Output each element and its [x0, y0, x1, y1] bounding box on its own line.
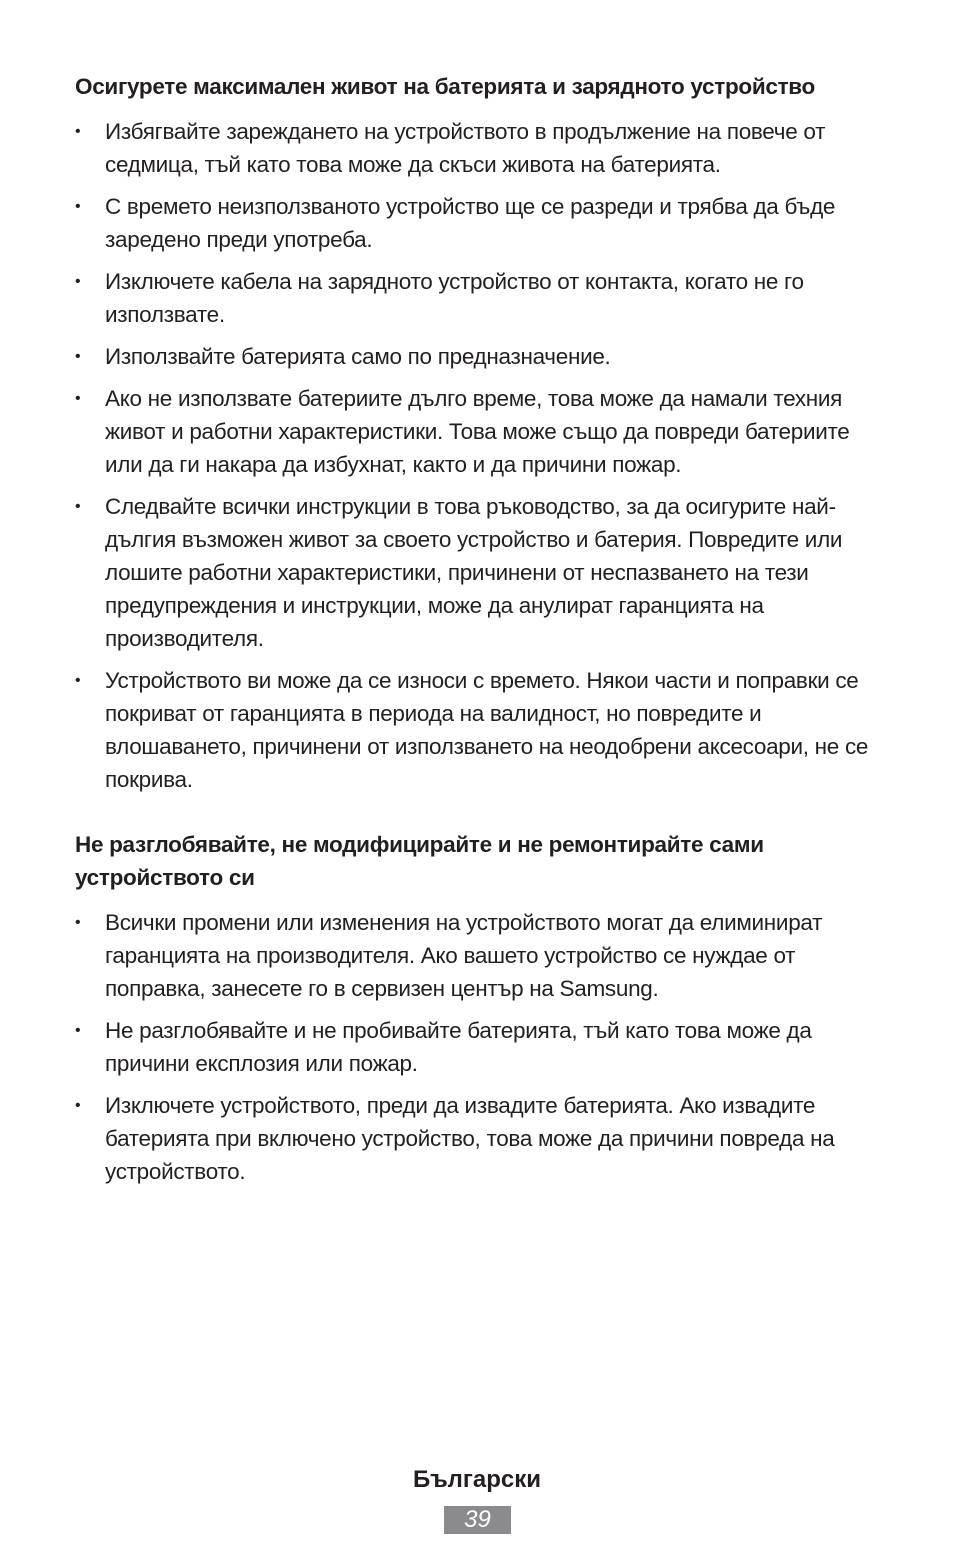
list-item-text: Всички промени или изменения на устройството могат да елиминират гаранцията на производителя. Ако вашето устройство се нуждае от поправка, занесете го в сервизен център на Samsung. — [105, 910, 823, 1001]
no-disassembly-list — [75, 906, 885, 1188]
list-item — [75, 1089, 885, 1188]
list-item-text: С времето неизползваното устройство ще се разреди и трябва да бъде заредено преди употреба. — [105, 194, 836, 252]
section-heading-no-disassembly: Не разглобявайте, не модифицирайте и не ремонтирайте сами устройството си — [75, 832, 764, 890]
list-item — [75, 190, 885, 256]
footer-language-label: Български — [412, 1466, 542, 1493]
battery-life-list — [75, 115, 885, 796]
bullet-icon: • — [75, 123, 81, 140]
list-item — [75, 490, 885, 655]
bullet-icon: • — [75, 273, 81, 290]
list-item — [75, 1014, 885, 1080]
list-item — [75, 265, 885, 331]
list-item — [75, 664, 885, 796]
list-item — [75, 115, 885, 181]
bullet-icon: • — [75, 198, 81, 215]
bullet-icon: • — [75, 390, 81, 407]
list-item-text: Не разглобявайте и не пробивайте батерията, тъй като това може да причини експлозия или пожар. — [105, 1018, 812, 1076]
list-item — [75, 340, 885, 373]
page-content — [75, 70, 885, 1197]
section-heading-battery-life: Осигурете максимален живот на батерията и зарядното устройство — [75, 74, 815, 99]
list-item — [75, 382, 885, 481]
list-item-text: Изключете кабела на зарядното устройство от контакта, когато не го използвате. — [105, 269, 804, 327]
bullet-icon: • — [75, 914, 81, 931]
list-item-text: Изключете устройството, преди да извадите батерията. Ако извадите батерията при включено устройство, това може да причини повреда на устройството. — [105, 1093, 835, 1184]
page-number-badge: 39 — [444, 1506, 511, 1534]
bullet-icon: • — [75, 498, 81, 515]
bullet-icon: • — [75, 1097, 81, 1114]
list-item-text: Избягвайте зареждането на устройството в продължение на повече от седмица, тъй като това може да скъси живота на батерията. — [105, 119, 826, 177]
list-item-text: Устройството ви може да се износи с времето. Някои части и поправки се покриват от гаранцията в периода на валидност, но повредите и влошаването, причинени от използването на неодобрени аксесоари, не се покрива. — [105, 668, 869, 792]
list-item-text: Следвайте всички инструкции в това ръководство, за да осигурите най-дългия възможен живот за своето устройство и батерия. Повредите или лошите работни характеристики, причинени от неспазването на тези предупреждения и инструкции, може да анулират гаранцията на производителя. — [105, 494, 843, 651]
bullet-icon: • — [75, 1022, 81, 1039]
list-item-text: Ако не използвате батериите дълго време, това може да намали техния живот и работни характеристики. Това може също да повреди батериите или да ги накара да избухнат, както и да причини пожар. — [105, 386, 850, 477]
list-item — [75, 906, 885, 1005]
bullet-icon: • — [75, 348, 81, 365]
list-item-text: Използвайте батерията само по предназначение. — [105, 344, 611, 369]
bullet-icon: • — [75, 672, 81, 689]
